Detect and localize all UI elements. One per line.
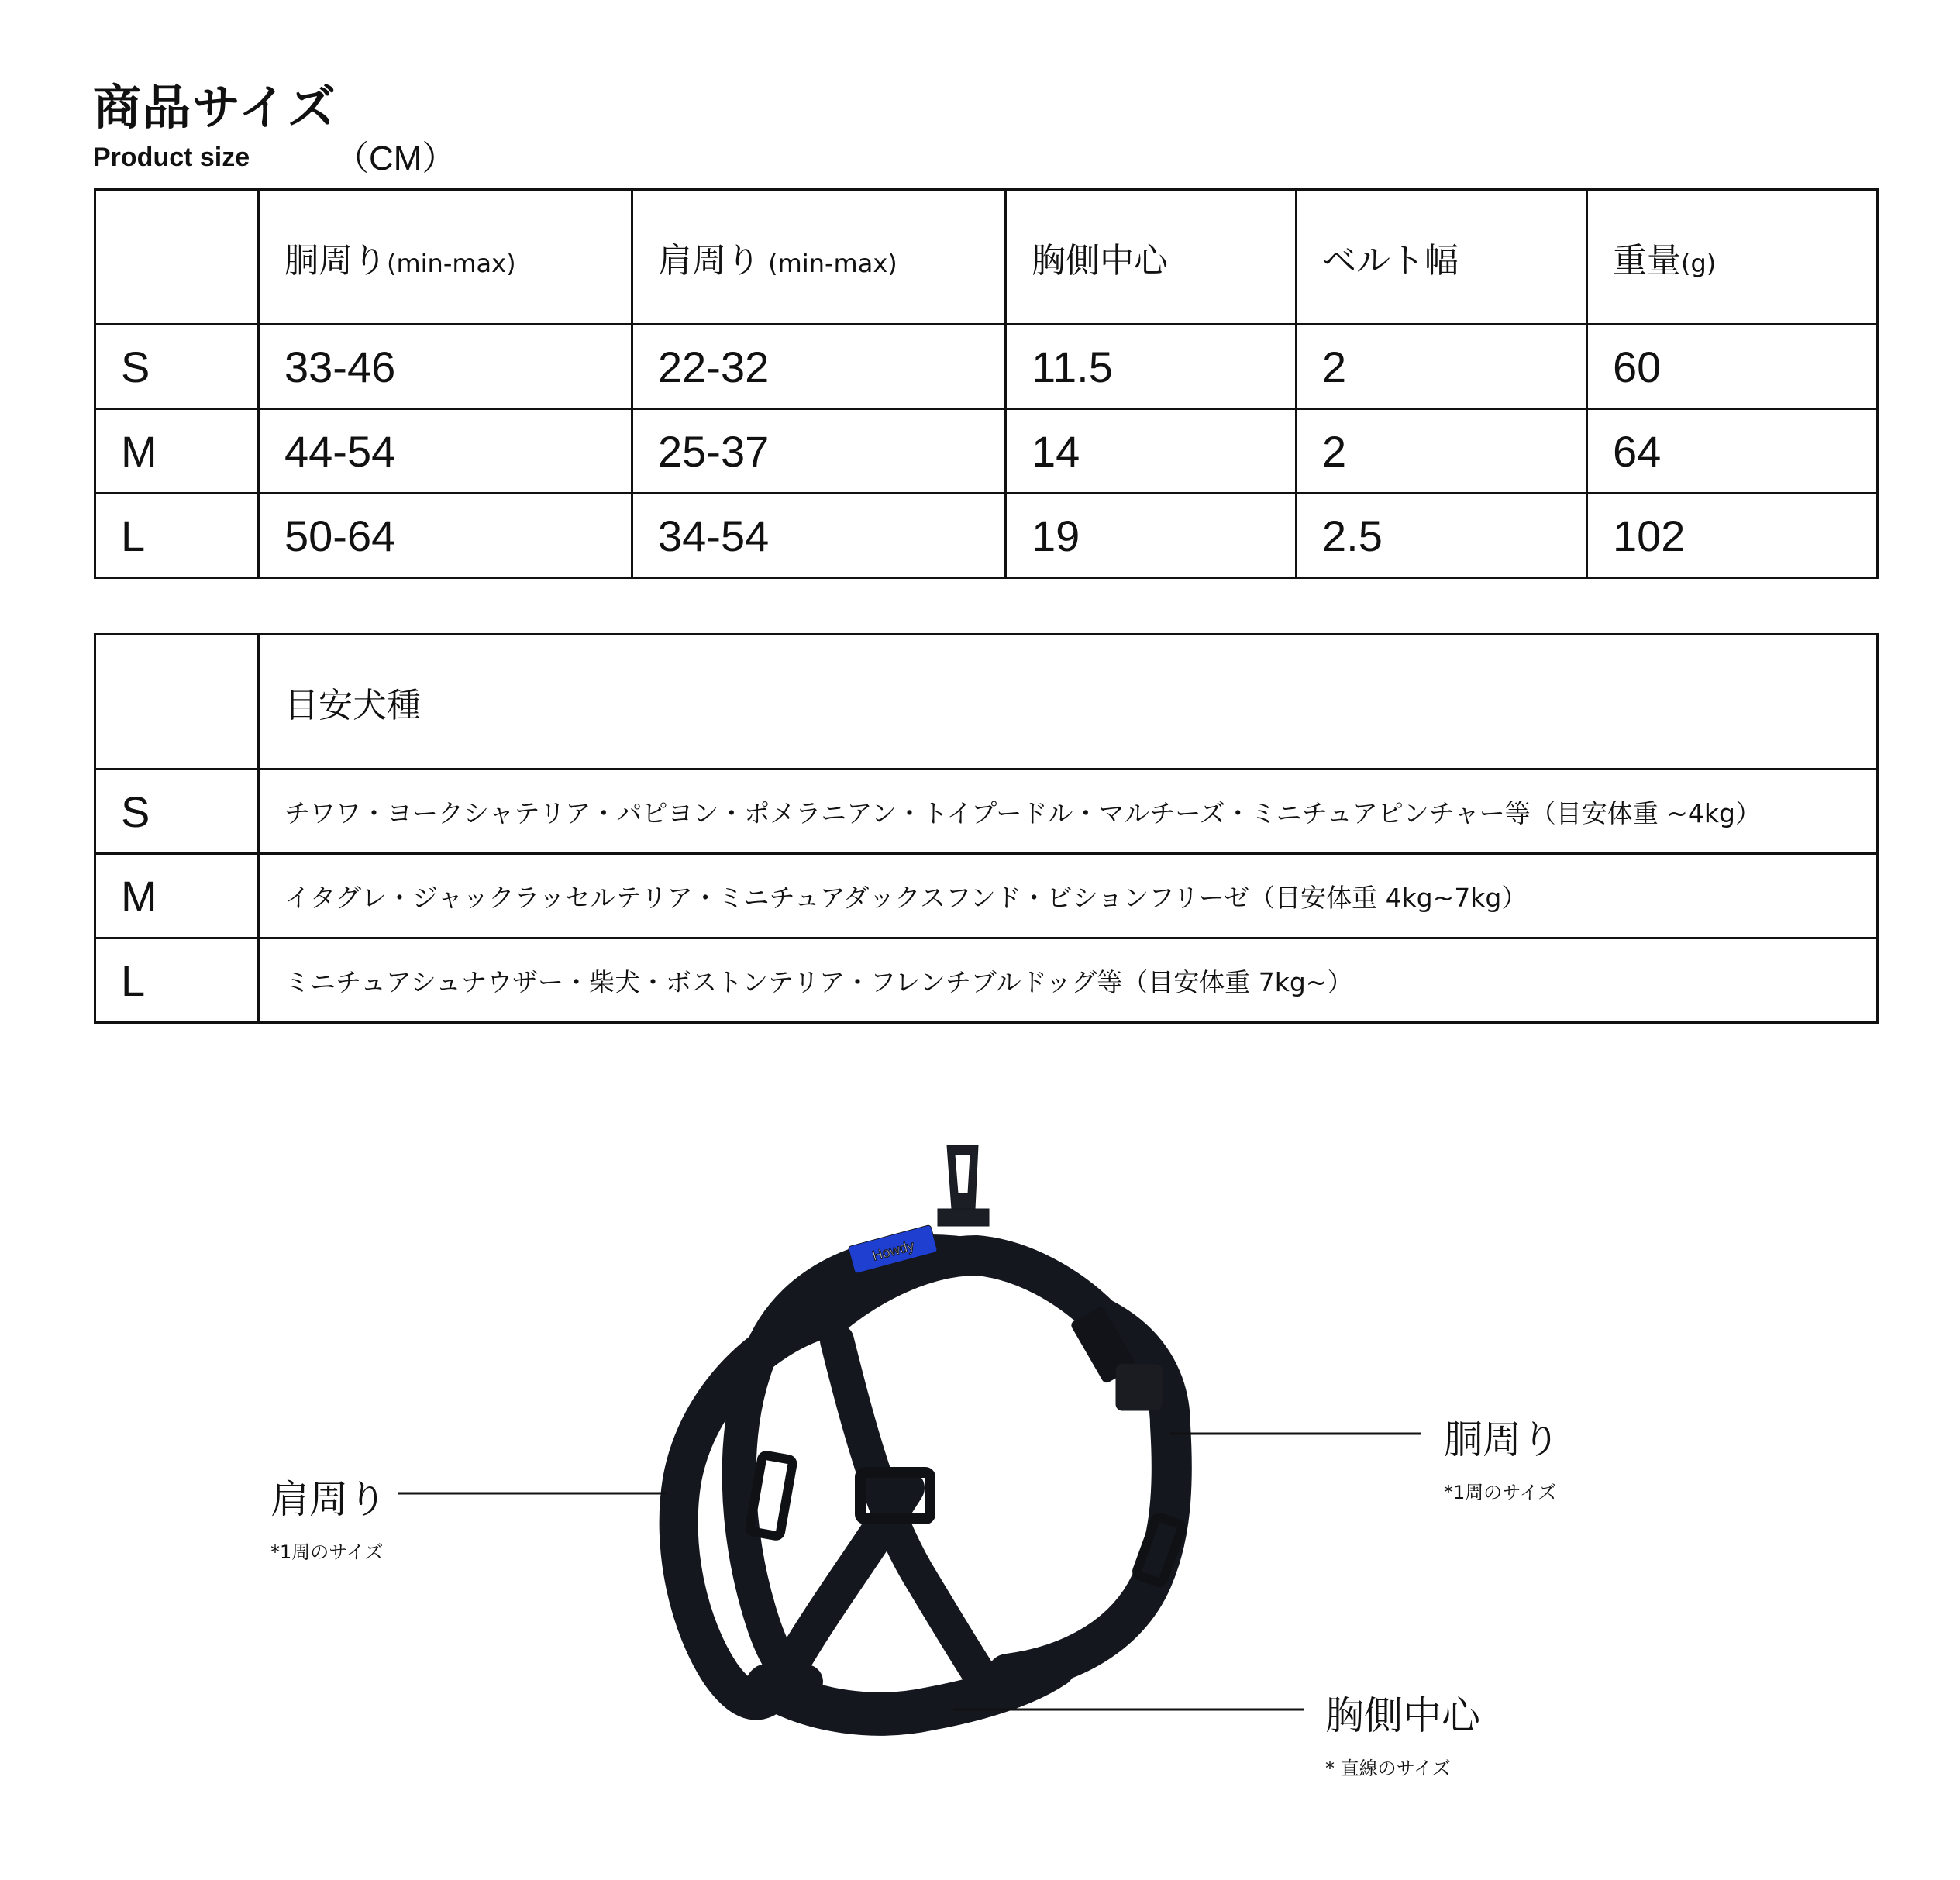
table-cell: 14	[1006, 409, 1297, 494]
girth-label: 胴周り	[1444, 1417, 1560, 1462]
table-cell: S	[95, 325, 259, 409]
table-cell: 34-54	[632, 494, 1006, 578]
header-cell-breed: 目安犬種	[259, 635, 1878, 770]
table-cell: 64	[1587, 409, 1878, 494]
table-cell: 2	[1297, 325, 1587, 409]
chest-note: * 直線のサイズ	[1325, 1758, 1451, 1779]
table-cell: L	[95, 494, 259, 578]
table-cell: 50-64	[259, 494, 632, 578]
page-subtitle: Product size	[93, 143, 250, 172]
buckle-icon	[1116, 1364, 1163, 1410]
table-cell: 19	[1006, 494, 1297, 578]
unit-label: （CM）	[335, 139, 456, 177]
header-cell-girth: 胴周り(min-max)	[259, 190, 632, 325]
table-cell: M	[95, 854, 259, 938]
table-cell: S	[95, 770, 259, 854]
table-cell: チワワ・ヨークシャテリア・パピヨン・ポメラニアン・トイプードル・マルチーズ・ミニチュアピンチャー等（目安体重 ~4kg）	[259, 770, 1878, 854]
shoulder-label: 肩周り	[270, 1477, 387, 1522]
table-cell: イタグレ・ジャックラッセルテリア・ミニチュアダックスフンド・ビションフリーゼ（目安体重 4kg~7kg）	[259, 854, 1878, 938]
table-cell: 33-46	[259, 325, 632, 409]
header-cell-belt-width: ベルト幅	[1297, 190, 1587, 325]
table-cell: M	[95, 409, 259, 494]
table-cell: 60	[1587, 325, 1878, 409]
table-cell: 2.5	[1297, 494, 1587, 578]
header-cell-weight: 重量(g)	[1587, 190, 1878, 325]
table-cell: 22-32	[632, 325, 1006, 409]
shoulder-callout	[270, 1469, 387, 1564]
chest-label: 胸側中心	[1325, 1693, 1480, 1738]
header-cell-shoulder: 肩周り (min-max)	[632, 190, 1006, 325]
table-cell: ミニチュアシュナウザー・柴犬・ボストンテリア・フレンチブルドッグ等（目安体重 7kg~）	[259, 938, 1878, 1023]
header-cell-chest: 胸側中心	[1006, 190, 1297, 325]
shoulder-note: *1周のサイズ	[270, 1541, 384, 1563]
table-cell: 44-54	[259, 409, 632, 494]
brand-tag-text: Howdy	[870, 1238, 916, 1264]
girth-note: *1周のサイズ	[1444, 1482, 1557, 1503]
table-cell: 25-37	[632, 409, 1006, 494]
table-cell: 11.5	[1006, 325, 1297, 409]
chest-callout	[1325, 1685, 1480, 1780]
table-cell: 2	[1297, 409, 1587, 494]
table-cell: L	[95, 938, 259, 1023]
table-cell: 102	[1587, 494, 1878, 578]
girth-callout	[1444, 1409, 1560, 1504]
page-title: 商品サイズ	[93, 79, 338, 136]
